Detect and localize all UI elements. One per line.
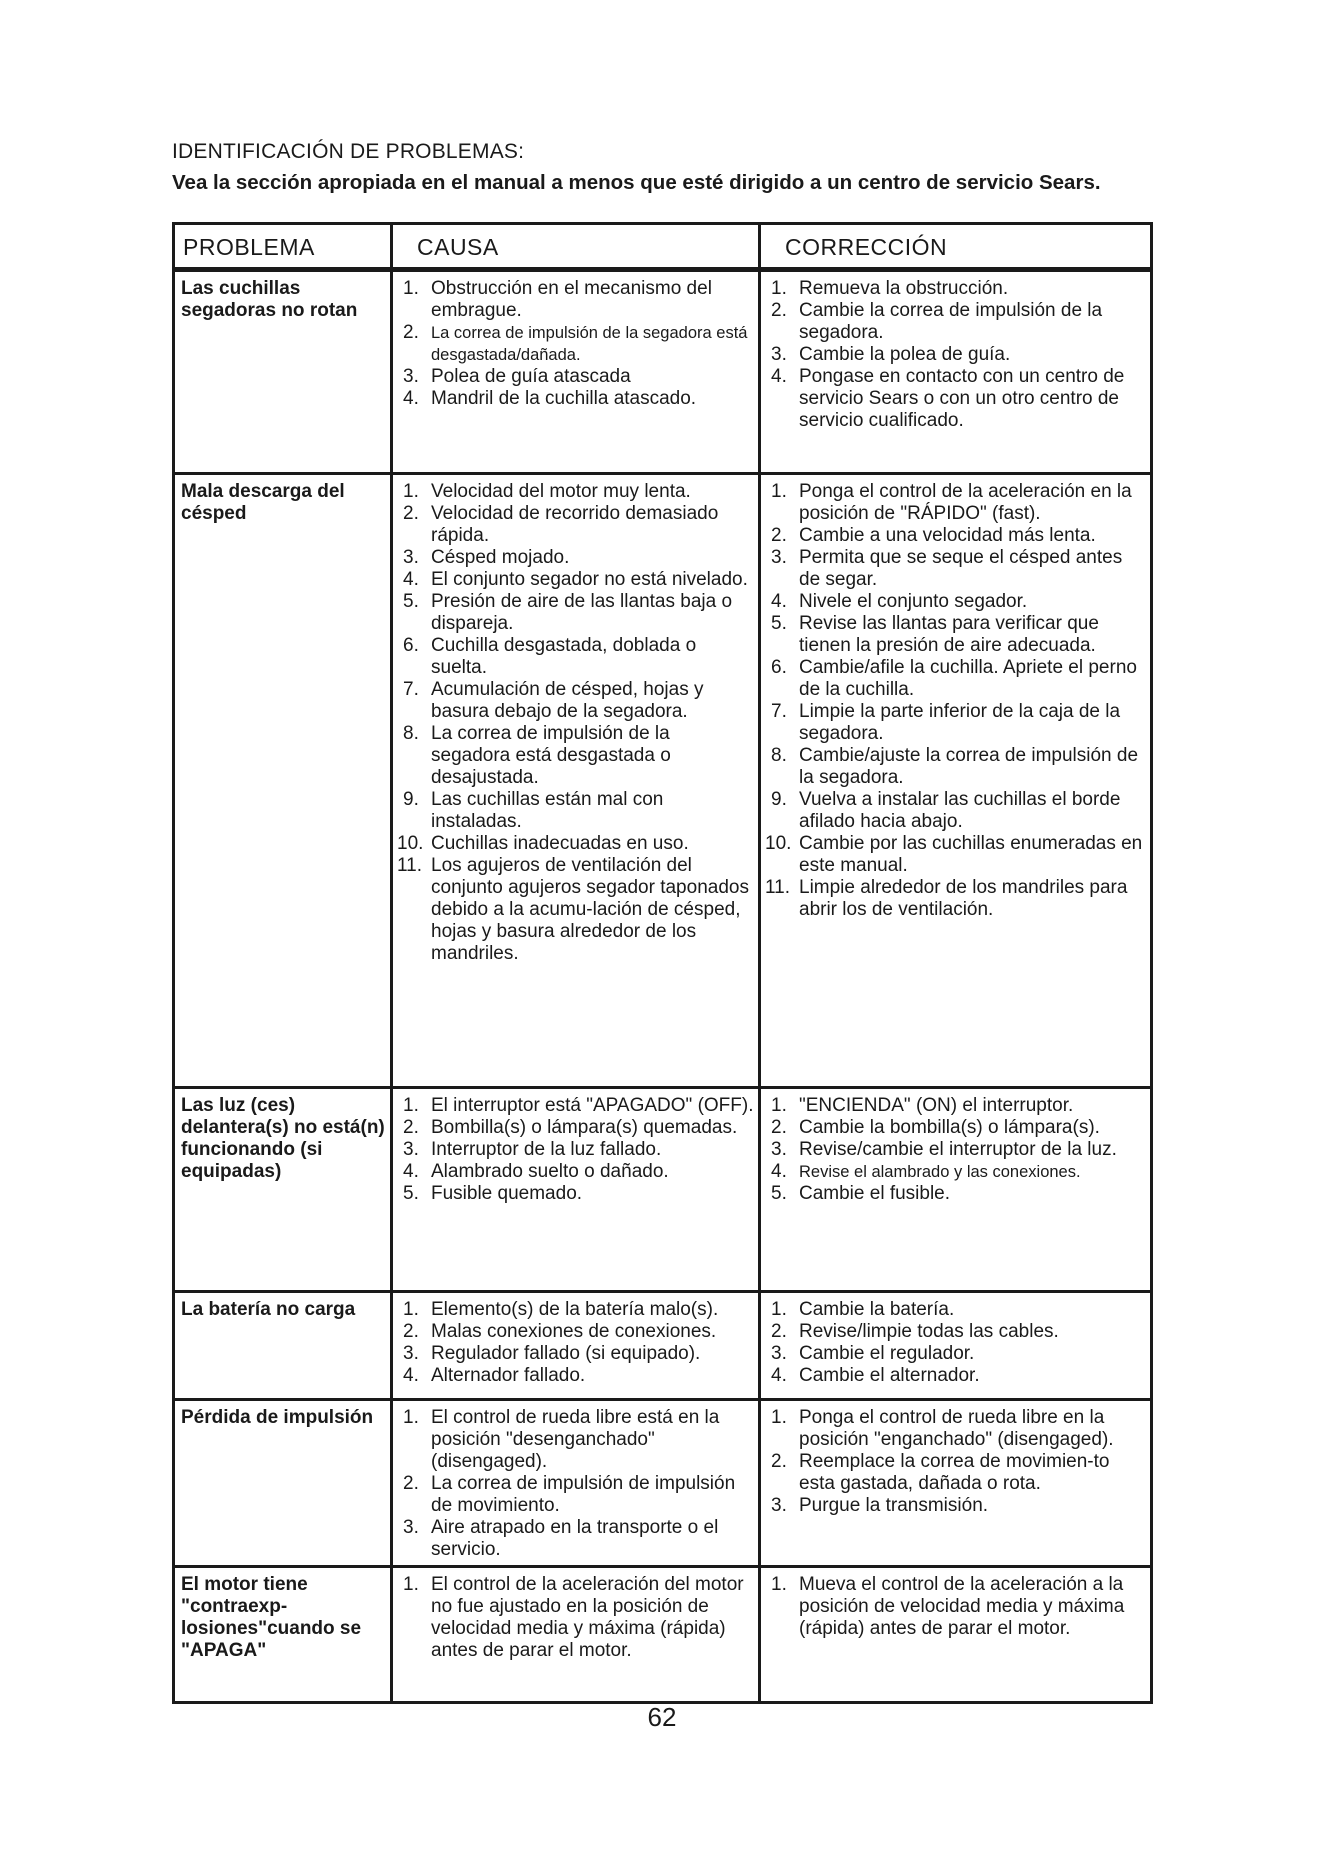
problem-cell: La batería no carga: [174, 1292, 392, 1400]
item-text: Cambie la bombilla(s) o lámpara(s).: [799, 1117, 1100, 1138]
header-row: [174, 224, 1152, 270]
item-text: El control de la aceleración del motor no fue ajustado en la posición de velocidad media y máxima (rápida) antes de parar el motor.: [431, 1574, 744, 1661]
correction-item: [767, 1139, 1146, 1161]
cause-item: [399, 503, 754, 547]
cause-item: [399, 366, 754, 388]
cause-item: [399, 855, 754, 965]
correction-list: [767, 1299, 1146, 1387]
item-number: 8.: [771, 745, 787, 766]
correction-item: [767, 877, 1146, 921]
item-text: Velocidad de recorrido demasiado rápida.: [431, 503, 719, 546]
table-row: [174, 1088, 1152, 1292]
table-row: [174, 270, 1152, 474]
item-number: 4.: [403, 388, 419, 409]
item-number: 1.: [771, 1095, 787, 1116]
item-number: 2.: [771, 1321, 787, 1342]
cause-item: [399, 1407, 754, 1473]
item-text: Césped mojado.: [431, 547, 570, 568]
cause-item: [399, 833, 754, 855]
item-number: 1.: [403, 1407, 419, 1428]
item-text: Alternador fallado.: [431, 1365, 586, 1386]
item-number: 5.: [403, 1183, 419, 1204]
correction-item: [767, 1343, 1146, 1365]
correction-cell: [760, 1088, 1152, 1292]
item-text: Regulador fallado (si equipado).: [431, 1343, 701, 1364]
correction-item: [767, 300, 1146, 344]
item-number: 2.: [403, 1473, 419, 1494]
item-text: Vuelva a instalar las cuchillas el borde afilado hacia abajo.: [799, 789, 1121, 832]
problem-cell: Mala descarga del césped: [174, 474, 392, 1088]
correction-item: [767, 1321, 1146, 1343]
item-text: Acumulación de césped, hojas y basura debajo de la segadora.: [431, 679, 704, 722]
item-text: Ponga el control de rueda libre en la posición "enganchado" (disengaged).: [799, 1407, 1114, 1450]
correction-item: [767, 789, 1146, 833]
item-number: 4.: [403, 569, 419, 590]
header-correction: CORRECCIÓN: [760, 224, 1152, 270]
item-text: Ponga el control de la aceleración en la posición de "RÁPIDO" (fast).: [799, 481, 1132, 524]
item-number: 1.: [403, 1299, 419, 1320]
item-text: Cambie el fusible.: [799, 1183, 951, 1204]
item-number: 1.: [771, 278, 787, 299]
item-number: 4.: [771, 366, 787, 387]
cause-cell: [392, 1400, 760, 1567]
item-text: Cambie el regulador.: [799, 1343, 975, 1364]
cause-item: [399, 1321, 754, 1343]
cause-item: [399, 679, 754, 723]
cause-item: [399, 388, 754, 410]
item-number: 4.: [403, 1365, 419, 1386]
cause-list: [399, 481, 754, 965]
item-number: 1.: [403, 1095, 419, 1116]
item-text: Cambie por las cuchillas enumeradas en este manual.: [799, 833, 1143, 876]
item-text: Reemplace la correa de movimien-to esta gastada, dañada o rota.: [799, 1451, 1110, 1494]
item-text: El interruptor está "APAGADO" (OFF).: [431, 1095, 754, 1116]
item-number: 3.: [403, 547, 419, 568]
item-text: Limpie alrededor de los mandriles para abrir los de ventilación.: [799, 877, 1128, 920]
cause-item: [399, 547, 754, 569]
item-number: 7.: [771, 701, 787, 722]
item-number: 3.: [403, 1517, 419, 1538]
table-row: [174, 1292, 1152, 1400]
item-number: 2.: [403, 322, 419, 343]
cause-list: [399, 1299, 754, 1387]
item-text: "ENCIENDA" (ON) el interruptor.: [799, 1095, 1074, 1116]
item-number: 3.: [403, 366, 419, 387]
problem-cell: Pérdida de impulsión: [174, 1400, 392, 1567]
page-number: 62: [647, 1702, 677, 1732]
correction-cell: [760, 1292, 1152, 1400]
item-number: 2.: [771, 300, 787, 321]
item-number: 5.: [403, 591, 419, 612]
item-number: 6.: [403, 635, 419, 656]
item-text: Cambie la correa de impulsión de la segadora.: [799, 300, 1103, 343]
cause-cell: [392, 1567, 760, 1703]
cause-item: [399, 723, 754, 789]
correction-item: [767, 1574, 1146, 1640]
problem-cell: Las cuchillas segadoras no rotan: [174, 270, 392, 474]
correction-item: [767, 366, 1146, 432]
cause-list: [399, 278, 754, 410]
item-number: 4.: [771, 591, 787, 612]
item-text: Revise las llantas para verificar que tienen la presión de aire adecuada.: [799, 613, 1099, 656]
item-text: Cambie la polea de guía.: [799, 344, 1011, 365]
problem-cell: Las luz (ces) delantera(s) no está(n) funcionando (si equipadas): [174, 1088, 392, 1292]
cause-item: [399, 278, 754, 322]
item-number: 4.: [771, 1161, 787, 1182]
item-number: 2.: [771, 525, 787, 546]
item-text: La correa de impulsión de impulsión de movimiento.: [431, 1473, 736, 1516]
item-text: La correa de impulsión de la segadora está desgastada/dañada.: [431, 324, 748, 364]
item-text: Interruptor de la luz fallado.: [431, 1139, 662, 1160]
item-number: 4.: [771, 1365, 787, 1386]
item-number: 9.: [403, 789, 419, 810]
item-text: Revise el alambrado y las conexiones.: [799, 1163, 1081, 1181]
cause-item: [399, 1095, 754, 1117]
correction-item: [767, 833, 1146, 877]
item-number: 8.: [403, 723, 419, 744]
cause-item: [399, 1299, 754, 1321]
item-text: El conjunto segador no está nivelado.: [431, 569, 748, 590]
item-number: 1.: [771, 1299, 787, 1320]
cause-cell: [392, 270, 760, 474]
item-text: Pongase en contacto con un centro de servicio Sears o con un otro centro de servicio cualificado.: [799, 366, 1125, 431]
cause-list: [399, 1574, 754, 1662]
item-text: Cambie la batería.: [799, 1299, 955, 1320]
cause-item: [399, 322, 754, 366]
item-number: 2.: [771, 1117, 787, 1138]
item-number: 9.: [771, 789, 787, 810]
item-number: 1.: [403, 481, 419, 502]
correction-item: [767, 1161, 1146, 1183]
item-number: 3.: [403, 1139, 419, 1160]
cause-item: [399, 1574, 754, 1662]
correction-item: [767, 1183, 1146, 1205]
correction-cell: [760, 1400, 1152, 1567]
header-problem: PROBLEMA: [174, 224, 392, 270]
item-text: Cuchillas inadecuadas en uso.: [431, 833, 689, 854]
correction-item: [767, 1495, 1146, 1517]
cause-item: [399, 1161, 754, 1183]
correction-item: [767, 547, 1146, 591]
item-number: 11.: [765, 877, 791, 898]
item-number: 5.: [771, 1183, 787, 1204]
cause-item: [399, 1183, 754, 1205]
item-number: 1.: [771, 481, 787, 502]
cause-cell: [392, 474, 760, 1088]
table-row: [174, 1400, 1152, 1567]
item-text: Cambie a una velocidad más lenta.: [799, 525, 1096, 546]
item-text: Velocidad del motor muy lenta.: [431, 481, 691, 502]
item-text: Fusible quemado.: [431, 1183, 583, 1204]
correction-item: [767, 1299, 1146, 1321]
item-text: Mandril de la cuchilla atascado.: [431, 388, 697, 409]
item-number: 2.: [403, 1321, 419, 1342]
item-number: 7.: [403, 679, 419, 700]
item-number: 1.: [771, 1407, 787, 1428]
item-text: Nivele el conjunto segador.: [799, 591, 1028, 612]
item-text: La correa de impulsión de la segadora está desgastada o desajustada.: [431, 723, 671, 788]
item-text: Permita que se seque el césped antes de segar.: [799, 547, 1123, 590]
item-number: 2.: [403, 503, 419, 524]
correction-item: [767, 1095, 1146, 1117]
problem-cell: El motor tiene "contraexp-losiones"cuando se "APAGA": [174, 1567, 392, 1703]
correction-item: [767, 591, 1146, 613]
correction-list: [767, 1095, 1146, 1205]
cause-list: [399, 1407, 754, 1561]
item-number: 6.: [771, 657, 787, 678]
correction-item: [767, 344, 1146, 366]
cause-item: [399, 1117, 754, 1139]
correction-item: [767, 278, 1146, 300]
correction-item: [767, 613, 1146, 657]
correction-list: [767, 278, 1146, 432]
cause-cell: [392, 1088, 760, 1292]
cause-item: [399, 1365, 754, 1387]
correction-cell: [760, 474, 1152, 1088]
item-text: Bombilla(s) o lámpara(s) quemadas.: [431, 1117, 738, 1138]
item-number: 1.: [403, 1574, 419, 1595]
item-text: Los agujeros de ventilación del conjunto agujeros segador taponados debido a la acumu-lación de césped, hojas y basura alrededor de los mandriles.: [431, 855, 749, 964]
correction-item: [767, 701, 1146, 745]
item-number: 2.: [403, 1117, 419, 1138]
correction-cell: [760, 1567, 1152, 1703]
cause-item: [399, 481, 754, 503]
item-text: Cambie/ajuste la correa de impulsión de la segadora.: [799, 745, 1139, 788]
item-text: Alambrado suelto o dañado.: [431, 1161, 669, 1182]
item-number: 1.: [771, 1574, 787, 1595]
item-number: 3.: [771, 344, 787, 365]
item-text: Revise/cambie el interruptor de la luz.: [799, 1139, 1117, 1160]
item-text: Presión de aire de las llantas baja o dispareja.: [431, 591, 733, 634]
item-text: Cambie/afile la cuchilla. Apriete el perno de la cuchilla.: [799, 657, 1137, 700]
item-text: Cuchilla desgastada, doblada o suelta.: [431, 635, 697, 678]
item-text: Malas conexiones de conexiones.: [431, 1321, 717, 1342]
item-number: 10.: [397, 833, 424, 854]
correction-item: [767, 1407, 1146, 1451]
cause-item: [399, 569, 754, 591]
item-text: Cambie el alternador.: [799, 1365, 980, 1386]
cause-item: [399, 591, 754, 635]
correction-item: [767, 1451, 1146, 1495]
correction-item: [767, 525, 1146, 547]
cause-item: [399, 1343, 754, 1365]
correction-item: [767, 657, 1146, 701]
item-number: 3.: [403, 1343, 419, 1364]
header-cause: CAUSA: [392, 224, 760, 270]
cause-item: [399, 1517, 754, 1561]
item-text: Mueva el control de la aceleración a la posición de velocidad media y máxima (rápida) antes de parar el motor.: [799, 1574, 1125, 1639]
correction-list: [767, 481, 1146, 921]
correction-item: [767, 481, 1146, 525]
cause-cell: [392, 1292, 760, 1400]
cause-list: [399, 1095, 754, 1205]
correction-item: [767, 1365, 1146, 1387]
item-number: 5.: [771, 613, 787, 634]
page-subtitle: Vea la sección apropiada en el manual a menos que esté dirigido a un centro de servicio Sears.: [172, 171, 1101, 194]
item-text: El control de rueda libre está en la posición "desenganchado" (disengaged).: [431, 1407, 720, 1472]
table-row: [174, 1567, 1152, 1703]
item-text: Revise/limpie todas las cables.: [799, 1321, 1059, 1342]
page-title: IDENTIFICACIÓN DE PROBLEMAS:: [172, 140, 525, 163]
cause-item: [399, 1473, 754, 1517]
cause-item: [399, 635, 754, 679]
correction-list: [767, 1574, 1146, 1640]
cause-item: [399, 789, 754, 833]
item-number: 3.: [771, 1495, 787, 1516]
item-text: Remueva la obstrucción.: [799, 278, 1009, 299]
item-text: Obstrucción en el mecanismo del embrague.: [431, 278, 712, 321]
item-text: Limpie la parte inferior de la caja de la segadora.: [799, 701, 1121, 744]
item-number: 2.: [771, 1451, 787, 1472]
item-text: Purgue la transmisión.: [799, 1495, 989, 1516]
item-number: 3.: [771, 1139, 787, 1160]
item-number: 11.: [397, 855, 423, 876]
correction-cell: [760, 270, 1152, 474]
item-number: 3.: [771, 547, 787, 568]
item-text: Aire atrapado en la transporte o el servicio.: [431, 1517, 719, 1560]
cause-item: [399, 1139, 754, 1161]
correction-list: [767, 1407, 1146, 1517]
troubleshooting-table: [172, 222, 1153, 1704]
table-row: [174, 474, 1152, 1088]
item-text: Las cuchillas están mal con instaladas.: [431, 789, 664, 832]
item-text: Elemento(s) de la batería malo(s).: [431, 1299, 719, 1320]
item-number: 1.: [403, 278, 419, 299]
item-number: 4.: [403, 1161, 419, 1182]
item-number: 10.: [765, 833, 792, 854]
correction-item: [767, 1117, 1146, 1139]
item-number: 3.: [771, 1343, 787, 1364]
correction-item: [767, 745, 1146, 789]
item-text: Polea de guía atascada: [431, 366, 631, 387]
